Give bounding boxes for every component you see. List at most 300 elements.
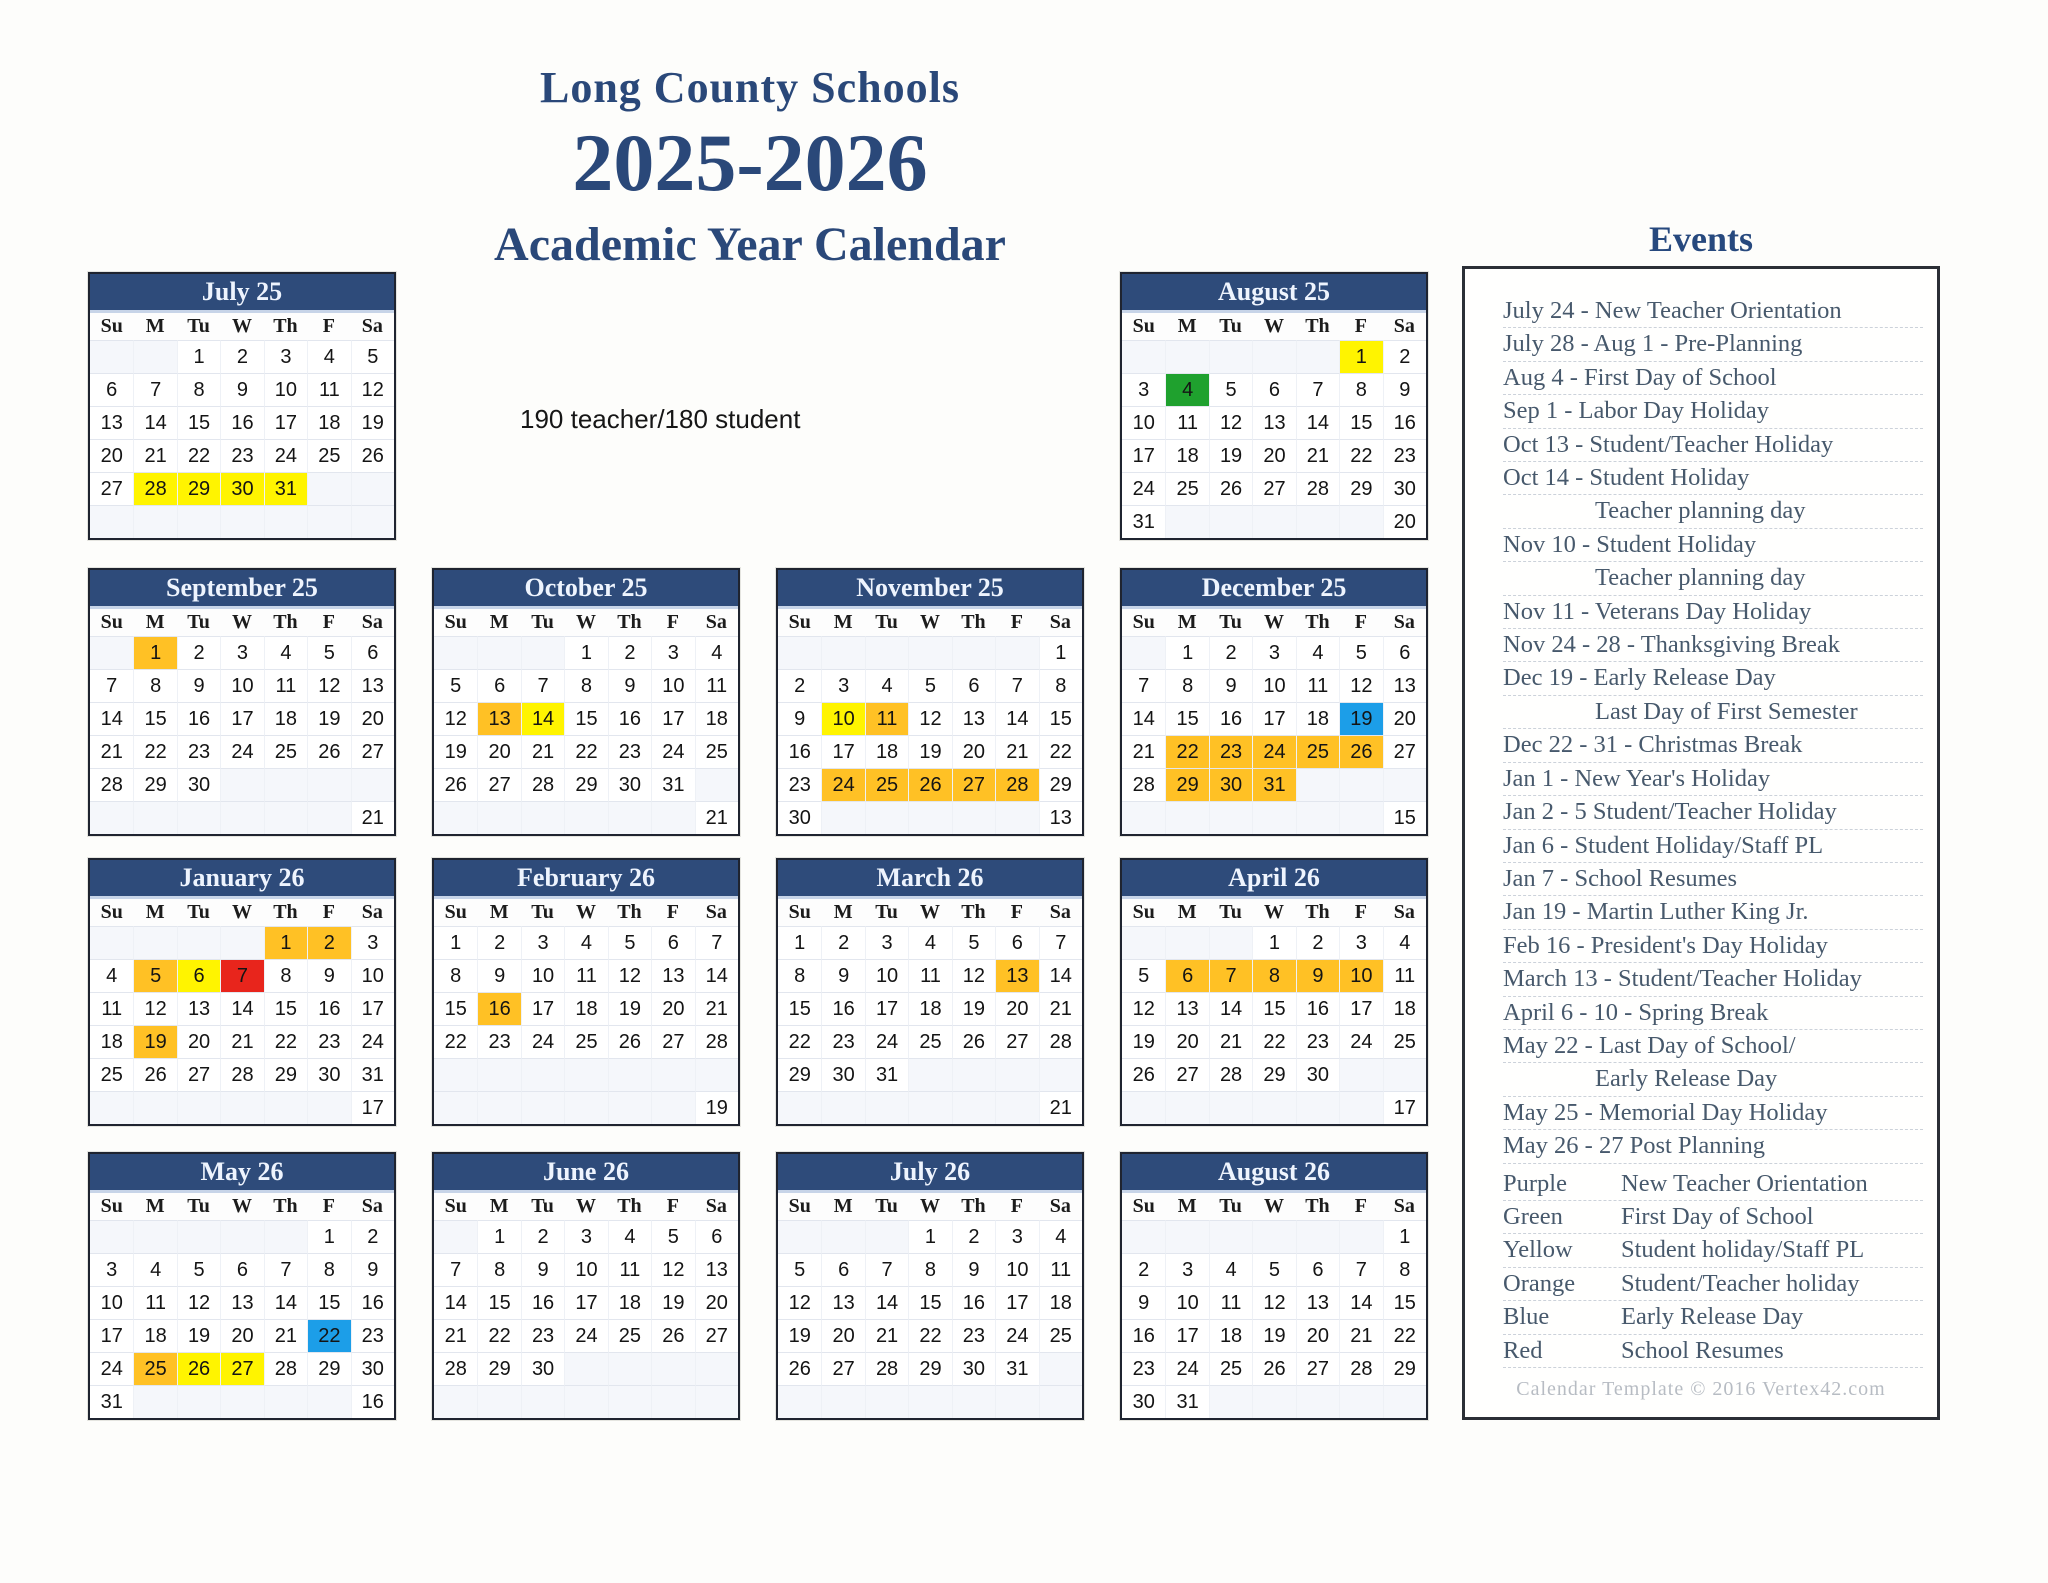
day-cell: 6 — [1383, 636, 1426, 669]
day-cell — [1039, 1058, 1082, 1091]
legend-label: Student holiday/Staff PL — [1621, 1236, 1865, 1264]
day-cell: 24 — [995, 1319, 1038, 1352]
day-cell: 14 — [1339, 1286, 1382, 1319]
day-cell: 24 — [651, 735, 694, 768]
day-cell: 13 — [1383, 669, 1426, 702]
day-cell: 15 — [177, 406, 220, 439]
day-cell: 22 — [434, 1025, 477, 1058]
day-cell: 6 — [1165, 959, 1208, 992]
day-cell — [608, 1091, 651, 1124]
day-cell: 13 — [90, 406, 133, 439]
day-cell: 22 — [1165, 735, 1208, 768]
weekday-label: F — [1010, 611, 1023, 633]
weekday-label: Su — [1132, 901, 1155, 923]
weekday-label: F — [322, 1195, 335, 1217]
day-cell — [264, 768, 307, 801]
day-cell: 9 — [608, 669, 651, 702]
month-november-25 — [776, 568, 1084, 836]
day-cell: 29 — [264, 1058, 307, 1091]
day-cell — [477, 1091, 520, 1124]
day-cell: 31 — [90, 1385, 133, 1418]
day-cell — [952, 801, 995, 834]
weekday-label: W — [575, 1195, 596, 1217]
weekday-label: Th — [273, 315, 298, 337]
day-cell — [995, 1058, 1038, 1091]
day-cell: 10 — [90, 1286, 133, 1319]
day-cell: 16 — [952, 1286, 995, 1319]
day-cell: 31 — [1122, 505, 1165, 538]
day-cell: 29 — [177, 472, 220, 505]
day-cell: 29 — [307, 1352, 350, 1385]
day-cell: 14 — [995, 702, 1038, 735]
day-cell: 18 — [307, 406, 350, 439]
day-cell: 12 — [434, 702, 477, 735]
day-cell: 11 — [1165, 406, 1208, 439]
day-cell — [1165, 1091, 1208, 1124]
day-cell — [1209, 340, 1252, 373]
day-cell: 25 — [1209, 1352, 1252, 1385]
day-cell: 24 — [1252, 735, 1295, 768]
day-cell: 26 — [1209, 472, 1252, 505]
day-cell: 15 — [133, 702, 176, 735]
day-cell: 3 — [1122, 373, 1165, 406]
day-cell: 15 — [778, 992, 821, 1025]
weekday-label: M — [145, 315, 165, 337]
day-cell: 7 — [521, 669, 564, 702]
day-cell: 6 — [1296, 1253, 1339, 1286]
day-cell: 8 — [1339, 373, 1382, 406]
day-cell: 18 — [908, 992, 951, 1025]
day-cell: 7 — [865, 1253, 908, 1286]
day-cell: 23 — [821, 1025, 864, 1058]
day-cell: 23 — [778, 768, 821, 801]
month-july-26 — [776, 1152, 1084, 1420]
weekday-label: M — [833, 901, 853, 923]
day-cell — [1165, 801, 1208, 834]
day-cell: 26 — [1252, 1352, 1295, 1385]
day-cell: 17 — [1252, 702, 1295, 735]
day-cell — [608, 1058, 651, 1091]
day-cell — [1339, 1220, 1382, 1253]
day-cell — [695, 1385, 738, 1418]
day-cell: 21 — [133, 439, 176, 472]
day-cell: 27 — [220, 1352, 263, 1385]
day-cell: 27 — [90, 472, 133, 505]
day-cell: 20 — [477, 735, 520, 768]
event-item: Aug 4 - First Day of School — [1503, 362, 1923, 395]
month-april-26 — [1120, 858, 1428, 1126]
day-cell: 9 — [521, 1253, 564, 1286]
day-cell: 4 — [264, 636, 307, 669]
day-cell: 13 — [177, 992, 220, 1025]
day-cell: 5 — [1122, 959, 1165, 992]
day-cell: 25 — [908, 1025, 951, 1058]
day-cell: 6 — [995, 926, 1038, 959]
day-cell: 6 — [220, 1253, 263, 1286]
event-item: May 25 - Memorial Day Holiday — [1503, 1097, 1923, 1130]
day-cell — [1165, 340, 1208, 373]
day-cell — [865, 1220, 908, 1253]
day-cell: 10 — [995, 1253, 1038, 1286]
day-cell: 1 — [1339, 340, 1382, 373]
day-cell: 16 — [521, 1286, 564, 1319]
day-cell: 8 — [133, 669, 176, 702]
weekday-header-row — [778, 1193, 1082, 1220]
event-item: July 24 - New Teacher Orientation — [1503, 295, 1923, 328]
weekday-label: Su — [444, 611, 467, 633]
weekday-header-row — [434, 609, 738, 636]
day-cell: 23 — [351, 1319, 394, 1352]
day-cell — [521, 1058, 564, 1091]
legend-label: New Teacher Orientation — [1621, 1169, 1868, 1197]
day-cell — [778, 636, 821, 669]
day-cell — [1209, 801, 1252, 834]
day-cell — [908, 636, 951, 669]
day-cell — [1122, 340, 1165, 373]
day-cell — [1339, 801, 1382, 834]
day-cell — [778, 1220, 821, 1253]
day-cell: 14 — [1039, 959, 1082, 992]
day-cell — [651, 1385, 694, 1418]
month-title: August 25 — [1122, 274, 1426, 313]
weekday-label: M — [489, 901, 509, 923]
event-item: Jan 7 - School Resumes — [1503, 863, 1923, 896]
day-cell: 19 — [1209, 439, 1252, 472]
day-cell — [1252, 1385, 1295, 1418]
legend-item — [1503, 1234, 1923, 1267]
day-cell — [1383, 768, 1426, 801]
day-cell: 11 — [1383, 959, 1426, 992]
weekday-label: W — [231, 611, 252, 633]
weekday-label: Su — [100, 611, 123, 633]
day-cell: 15 — [434, 992, 477, 1025]
day-cell: 3 — [90, 1253, 133, 1286]
day-cell: 1 — [477, 1220, 520, 1253]
day-cell: 30 — [1296, 1058, 1339, 1091]
weekday-label: Sa — [1393, 611, 1415, 633]
day-cell — [90, 926, 133, 959]
day-cell: 10 — [1165, 1286, 1208, 1319]
day-cell — [477, 1058, 520, 1091]
day-cell — [177, 505, 220, 538]
weekday-label: Tu — [875, 901, 898, 923]
day-cell: 28 — [434, 1352, 477, 1385]
weekday-label: Tu — [187, 1195, 210, 1217]
day-cell: 29 — [778, 1058, 821, 1091]
day-cell — [264, 801, 307, 834]
day-cell — [1252, 1220, 1295, 1253]
weekday-label: Sa — [705, 611, 727, 633]
weekday-label: M — [1177, 901, 1197, 923]
weekday-label: Tu — [187, 901, 210, 923]
day-cell: 7 — [220, 959, 263, 992]
day-cell — [821, 1091, 864, 1124]
legend-item — [1503, 1168, 1923, 1201]
day-cell: 30 — [1383, 472, 1426, 505]
weekday-label: Su — [444, 1195, 467, 1217]
day-cell: 20 — [821, 1319, 864, 1352]
color-legend — [1503, 1168, 1923, 1368]
day-cell — [1296, 1220, 1339, 1253]
event-item: May 26 - 27 Post Planning — [1503, 1130, 1923, 1163]
day-cell: 17 — [564, 1286, 607, 1319]
day-cell: 28 — [1339, 1352, 1382, 1385]
day-cell: 8 — [1039, 669, 1082, 702]
day-cell — [351, 472, 394, 505]
day-cell: 1 — [133, 636, 176, 669]
school-days-count: 20 — [1383, 505, 1426, 538]
day-cell: 9 — [1209, 669, 1252, 702]
day-cell: 24 — [821, 768, 864, 801]
month-title: April 26 — [1122, 860, 1426, 899]
day-cell: 3 — [521, 926, 564, 959]
day-cell — [177, 1385, 220, 1418]
day-cell — [952, 1385, 995, 1418]
day-cell: 28 — [695, 1025, 738, 1058]
day-cell — [1339, 1385, 1382, 1418]
day-cell — [1209, 1385, 1252, 1418]
day-cell: 5 — [1339, 636, 1382, 669]
day-cell: 25 — [865, 768, 908, 801]
month-july-25 — [88, 272, 396, 540]
day-cell: 14 — [133, 406, 176, 439]
weekday-header-row — [1122, 609, 1426, 636]
school-days-count: 21 — [351, 801, 394, 834]
day-cell: 4 — [1296, 636, 1339, 669]
day-cell — [434, 1220, 477, 1253]
day-cell: 3 — [220, 636, 263, 669]
day-cell: 13 — [651, 959, 694, 992]
weekday-label: F — [1354, 315, 1367, 337]
day-cell: 30 — [351, 1352, 394, 1385]
weekday-header-row — [778, 609, 1082, 636]
day-cell — [952, 1091, 995, 1124]
day-cell — [651, 1058, 694, 1091]
weekday-label: Th — [961, 901, 986, 923]
day-cell — [564, 1091, 607, 1124]
day-cell: 3 — [1252, 636, 1295, 669]
weekday-label: Th — [273, 1195, 298, 1217]
day-cell: 13 — [695, 1253, 738, 1286]
day-cell — [908, 801, 951, 834]
day-cell: 12 — [908, 702, 951, 735]
day-cell: 26 — [1339, 735, 1382, 768]
weekday-label: W — [919, 1195, 940, 1217]
day-cell — [1122, 1220, 1165, 1253]
day-cell: 21 — [995, 735, 1038, 768]
weekday-label: F — [1354, 1195, 1367, 1217]
day-cell: 24 — [351, 1025, 394, 1058]
weekday-label: Th — [961, 1195, 986, 1217]
day-cell — [865, 1385, 908, 1418]
weekday-label: Sa — [1049, 901, 1071, 923]
day-cell — [821, 636, 864, 669]
day-cell — [1252, 801, 1295, 834]
day-cell: 14 — [90, 702, 133, 735]
day-cell — [995, 801, 1038, 834]
day-cell: 21 — [1296, 439, 1339, 472]
day-cell: 24 — [220, 735, 263, 768]
day-cell — [220, 1220, 263, 1253]
weekday-label: Tu — [531, 1195, 554, 1217]
day-cell: 18 — [1165, 439, 1208, 472]
day-cell: 26 — [351, 439, 394, 472]
day-cell — [477, 801, 520, 834]
day-cell: 2 — [1383, 340, 1426, 373]
weekday-label: W — [1263, 1195, 1284, 1217]
day-cell — [1165, 505, 1208, 538]
day-cell: 3 — [351, 926, 394, 959]
day-cell: 2 — [177, 636, 220, 669]
day-cell: 12 — [1252, 1286, 1295, 1319]
day-cell — [1122, 1091, 1165, 1124]
day-cell — [1165, 1220, 1208, 1253]
weekday-label: Tu — [875, 1195, 898, 1217]
day-cell: 1 — [434, 926, 477, 959]
day-cell: 31 — [264, 472, 307, 505]
day-cell: 26 — [778, 1352, 821, 1385]
weekday-label: W — [1263, 315, 1284, 337]
day-cell: 1 — [1039, 636, 1082, 669]
day-cell: 19 — [307, 702, 350, 735]
weekday-label: Th — [273, 901, 298, 923]
day-cell — [133, 1385, 176, 1418]
day-cell: 2 — [351, 1220, 394, 1253]
calendar-subtitle: Academic Year Calendar — [494, 218, 1006, 271]
day-cell: 27 — [1252, 472, 1295, 505]
month-may-26 — [88, 1152, 396, 1420]
day-cell: 2 — [821, 926, 864, 959]
day-cell: 20 — [1383, 702, 1426, 735]
day-cell: 19 — [177, 1319, 220, 1352]
day-cell: 22 — [564, 735, 607, 768]
day-cell — [307, 768, 350, 801]
school-days-count: 16 — [351, 1385, 394, 1418]
weekday-label: W — [575, 611, 596, 633]
weekday-label: Sa — [361, 611, 383, 633]
day-cell: 16 — [477, 992, 520, 1025]
day-cell: 21 — [1339, 1319, 1382, 1352]
day-cell: 16 — [1383, 406, 1426, 439]
day-cell: 27 — [177, 1058, 220, 1091]
event-item: Jan 6 - Student Holiday/Staff PL — [1503, 830, 1923, 863]
day-cell: 16 — [351, 1286, 394, 1319]
weekday-label: Th — [1305, 611, 1330, 633]
day-cell: 10 — [521, 959, 564, 992]
month-september-25 — [88, 568, 396, 836]
day-cell — [695, 1058, 738, 1091]
day-cell: 22 — [133, 735, 176, 768]
day-cell: 23 — [521, 1319, 564, 1352]
day-cell: 5 — [1252, 1253, 1295, 1286]
day-cell: 7 — [995, 669, 1038, 702]
legend-label: First Day of School — [1621, 1202, 1814, 1230]
month-title: May 26 — [90, 1154, 394, 1193]
day-cell: 9 — [778, 702, 821, 735]
school-days-count: 15 — [1383, 801, 1426, 834]
day-cell — [608, 1385, 651, 1418]
day-cell: 13 — [477, 702, 520, 735]
day-cell: 9 — [1296, 959, 1339, 992]
day-cell — [564, 1352, 607, 1385]
legend-label: Student/Teacher holiday — [1621, 1269, 1860, 1297]
day-cell: 23 — [1383, 439, 1426, 472]
day-cell: 29 — [133, 768, 176, 801]
academic-year: 2025-2026 — [572, 117, 928, 208]
weekday-label: Tu — [1219, 315, 1242, 337]
day-cell: 2 — [521, 1220, 564, 1253]
day-cell: 16 — [821, 992, 864, 1025]
school-days-count: 21 — [695, 801, 738, 834]
day-cell: 28 — [90, 768, 133, 801]
day-cell: 29 — [1039, 768, 1082, 801]
event-item: Teacher planning day — [1503, 562, 1923, 595]
day-cell: 5 — [908, 669, 951, 702]
month-august-25 — [1120, 272, 1428, 540]
day-cell — [220, 505, 263, 538]
day-cell: 22 — [778, 1025, 821, 1058]
day-cell — [564, 801, 607, 834]
school-days-count: 17 — [351, 1091, 394, 1124]
day-cell: 22 — [477, 1319, 520, 1352]
weekday-label: F — [322, 901, 335, 923]
events-title: Events — [1648, 219, 1753, 259]
day-cell — [90, 1220, 133, 1253]
day-cell: 26 — [608, 1025, 651, 1058]
day-cell: 8 — [177, 373, 220, 406]
day-cell: 4 — [1209, 1253, 1252, 1286]
events-panel — [1462, 266, 1940, 1420]
event-item: July 28 - Aug 1 - Pre-Planning — [1503, 328, 1923, 361]
day-cell — [995, 1091, 1038, 1124]
day-cell: 20 — [995, 992, 1038, 1025]
day-cell: 10 — [564, 1253, 607, 1286]
day-cell: 9 — [821, 959, 864, 992]
day-cell: 20 — [695, 1286, 738, 1319]
day-cell: 10 — [865, 959, 908, 992]
day-cell: 3 — [1165, 1253, 1208, 1286]
day-cell — [521, 636, 564, 669]
day-cell: 8 — [264, 959, 307, 992]
day-cell — [133, 926, 176, 959]
day-cell — [995, 1385, 1038, 1418]
day-cell: 26 — [651, 1319, 694, 1352]
day-cell: 26 — [434, 768, 477, 801]
day-cell — [133, 505, 176, 538]
day-cell: 12 — [351, 373, 394, 406]
day-cell: 23 — [1209, 735, 1252, 768]
day-cell: 23 — [307, 1025, 350, 1058]
day-cell: 30 — [1209, 768, 1252, 801]
day-cell: 21 — [90, 735, 133, 768]
weekday-label: Sa — [1393, 901, 1415, 923]
day-cell: 25 — [1383, 1025, 1426, 1058]
day-cell: 30 — [821, 1058, 864, 1091]
day-cell: 16 — [1296, 992, 1339, 1025]
day-cell: 29 — [1383, 1352, 1426, 1385]
day-cell — [1296, 801, 1339, 834]
day-cell: 12 — [778, 1286, 821, 1319]
day-cell — [220, 1385, 263, 1418]
day-cell: 27 — [1296, 1352, 1339, 1385]
day-cell: 4 — [608, 1220, 651, 1253]
day-cell: 7 — [264, 1253, 307, 1286]
weekday-label: W — [231, 901, 252, 923]
day-cell: 23 — [220, 439, 263, 472]
day-cell: 8 — [1165, 669, 1208, 702]
day-cell: 15 — [1165, 702, 1208, 735]
weekday-label: Sa — [1049, 611, 1071, 633]
